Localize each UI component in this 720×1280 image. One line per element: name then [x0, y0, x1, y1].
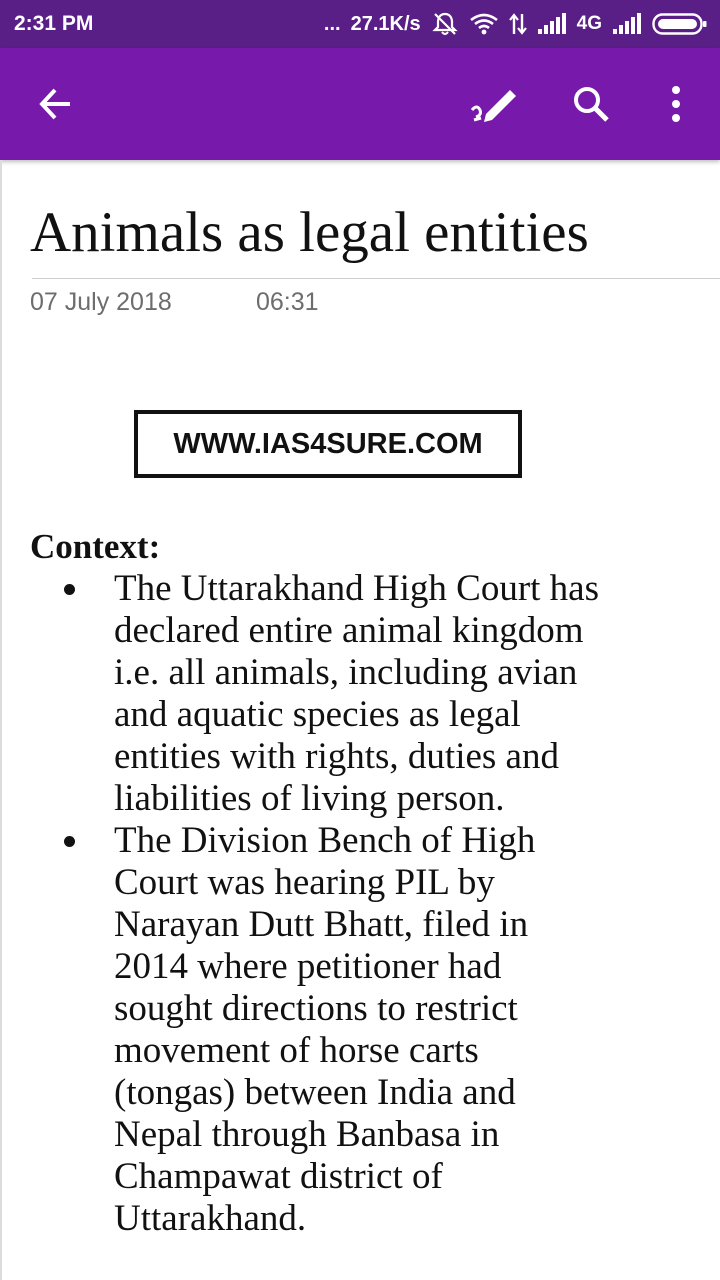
title-divider	[32, 278, 720, 279]
network-type: 4G	[576, 13, 602, 34]
list-item-text: The Division Bench of High Court was hearing PIL by Narayan Dutt Bhatt, filed in 2014 where petitioner had sought directions to restrict movement of horse carts (tongas) between India and Nepal through Banbasa in Champawat district of Uttarakhand.	[114, 820, 536, 1239]
search-icon	[571, 84, 611, 124]
search-button[interactable]	[563, 76, 619, 132]
back-button[interactable]	[28, 76, 84, 132]
section-heading: Context:	[30, 527, 161, 566]
app-bar	[0, 48, 720, 160]
more-vert-icon	[670, 84, 682, 124]
page-title[interactable]: Animals as legal entities	[30, 201, 589, 264]
page-time: 06:31	[256, 288, 319, 316]
more-options-button[interactable]	[648, 76, 704, 132]
note-body[interactable]	[30, 526, 670, 1240]
data-arrows-icon	[509, 12, 527, 36]
status-icons	[324, 10, 708, 38]
status-time: 2:31 PM	[14, 12, 94, 35]
list-item	[30, 820, 614, 1240]
logo-text: WWW.IAS4SURE.COM	[173, 427, 483, 460]
edit-button[interactable]	[468, 76, 524, 132]
pen-icon	[468, 84, 524, 124]
bullet-dot	[64, 584, 75, 595]
net-speed: 27.1K/s	[350, 12, 421, 35]
battery-icon	[652, 12, 708, 36]
list-item-text: The Uttarakhand High Court has declared entire animal kingdom i.e. all animals, including avian and aquatic species as legal entities with rights, duties and liabilities of living person.	[114, 568, 599, 819]
back-arrow-icon	[36, 84, 76, 124]
list-item	[30, 568, 614, 820]
page-edge-rule	[0, 160, 2, 1280]
mute-icon	[431, 11, 459, 37]
status-bar	[0, 0, 720, 48]
note-page	[0, 160, 720, 1280]
signal-icon	[612, 13, 642, 35]
bullet-dot	[64, 836, 75, 847]
ias4sure-logo	[134, 410, 522, 478]
wifi-icon	[469, 12, 499, 36]
bullet-list	[30, 568, 670, 1240]
page-date: 07 July 2018	[30, 288, 172, 316]
status-dots: ...	[323, 12, 341, 35]
signal-icon	[537, 13, 567, 35]
